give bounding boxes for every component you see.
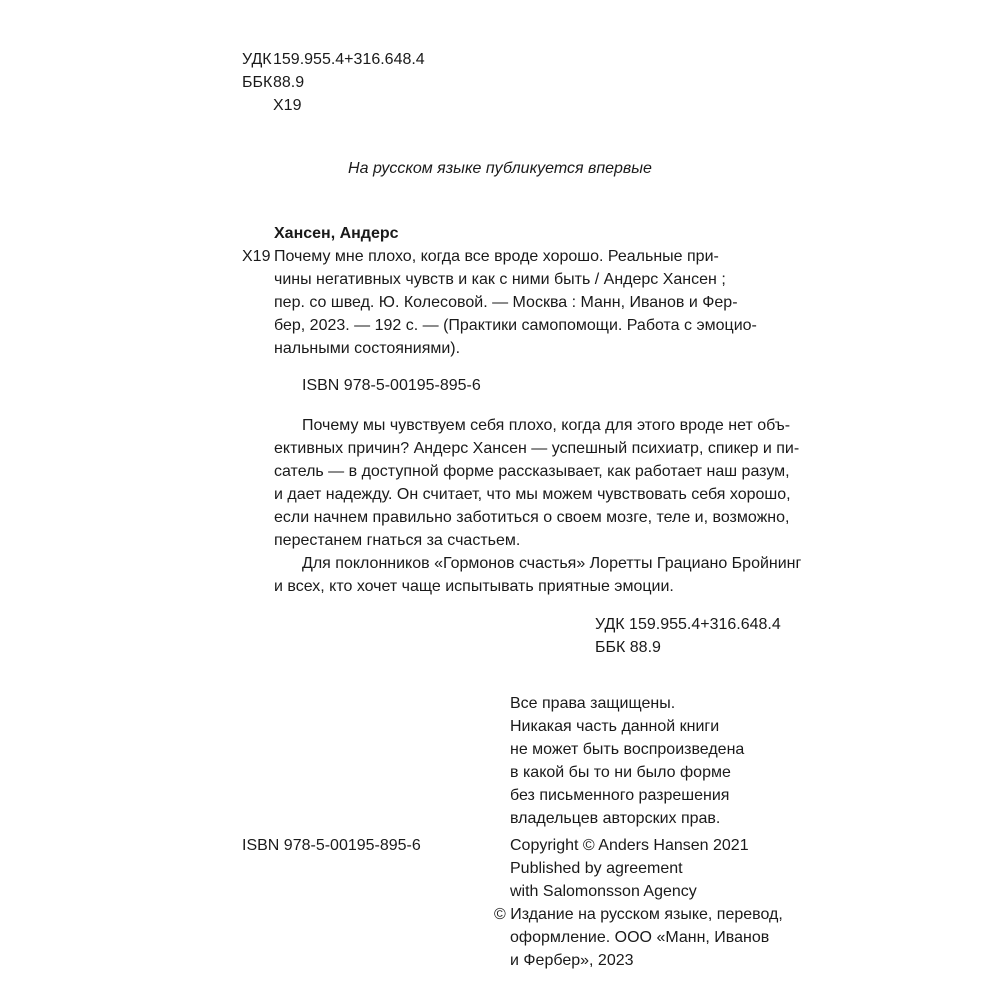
annotation-line: и всех, кто хочет чаще испытывать приятные эмоции. [274, 578, 674, 595]
annotation-line: если начнем правильно заботиться о своем мозге, теле и, возможно, [274, 509, 790, 526]
udk-value: 159.955.4+316.648.4 [273, 51, 425, 68]
rights-line: владельцев авторских прав. [510, 810, 721, 827]
copyright-line: © Издание на русском языке, перевод, [494, 906, 783, 923]
copyright-line: with Salomonsson Agency [510, 883, 697, 900]
author-heading: Хансен, Андерс [274, 225, 399, 242]
first-publication-notice: На русском языке публикуется впервые [348, 160, 652, 177]
author-mark: Х19 [273, 97, 302, 114]
record-isbn: ISBN 978-5-00195-895-6 [302, 377, 481, 394]
author-mark-row [242, 94, 425, 117]
copyright-line: Published by agreement [510, 860, 683, 877]
annotation-line: ективных причин? Андерс Хансен — успешный психиатр, спикер и пи- [274, 440, 800, 457]
annotation-line: и дает надежду. Он считает, что мы можем чувствовать себя хорошо, [274, 486, 791, 503]
udk-right: УДК 159.955.4+316.648.4 [595, 616, 781, 633]
copyright-line: Copyright © Anders Hansen 2021 [510, 837, 749, 854]
bbk-row [242, 71, 425, 94]
bbk-value: 88.9 [273, 74, 305, 91]
rights-notice [510, 692, 744, 830]
udk-row [242, 48, 425, 71]
record-line: бер, 2023. — 192 с. — (Практики самопомощи. Работа с эмоцио- [274, 317, 757, 334]
rights-line: не может быть воспроизведена [510, 741, 745, 758]
record-line: чины негативных чувств и как с ними быть / Андерс Хансен ; [274, 271, 726, 288]
rights-line: в какой бы то ни было форме [510, 764, 731, 781]
bibliographic-record [274, 245, 757, 360]
annotation-line: сатель — в доступной форме рассказывает, как работает наш разум, [274, 463, 790, 480]
record-line: нальными состояниями). [274, 340, 461, 357]
record-author-mark: Х19 [242, 248, 271, 265]
record-line: пер. со швед. Ю. Колесовой. — Москва : Манн, Иванов и Фер- [274, 294, 738, 311]
copyright-line: и Фербер», 2023 [510, 952, 634, 969]
annotation-line: Для поклонников «Гормонов счастья» Лоретты Грациано Бройнинг [302, 555, 802, 572]
bbk-right: ББК 88.9 [595, 639, 661, 656]
annotation-line: перестанем гнаться за счастьем. [274, 532, 521, 549]
annotation-line: Почему мы чувствуем себя плохо, когда для этого вроде нет объ- [302, 417, 791, 434]
isbn-bottom: ISBN 978-5-00195-895-6 [242, 837, 421, 854]
copyright-block [494, 834, 783, 972]
rights-line: без письменного разрешения [510, 787, 730, 804]
bbk-label: ББК [242, 74, 273, 91]
udk-label: УДК [242, 51, 272, 68]
classification-block-right [595, 613, 781, 659]
record-line: Почему мне плохо, когда все вроде хорошо. Реальные при- [274, 248, 719, 265]
classification-block-top [242, 48, 425, 117]
rights-line: Все права защищены. [510, 695, 676, 712]
rights-line: Никакая часть данной книги [510, 718, 720, 735]
annotation [274, 414, 801, 598]
copyright-line: оформление. ООО «Манн, Иванов [510, 929, 770, 946]
